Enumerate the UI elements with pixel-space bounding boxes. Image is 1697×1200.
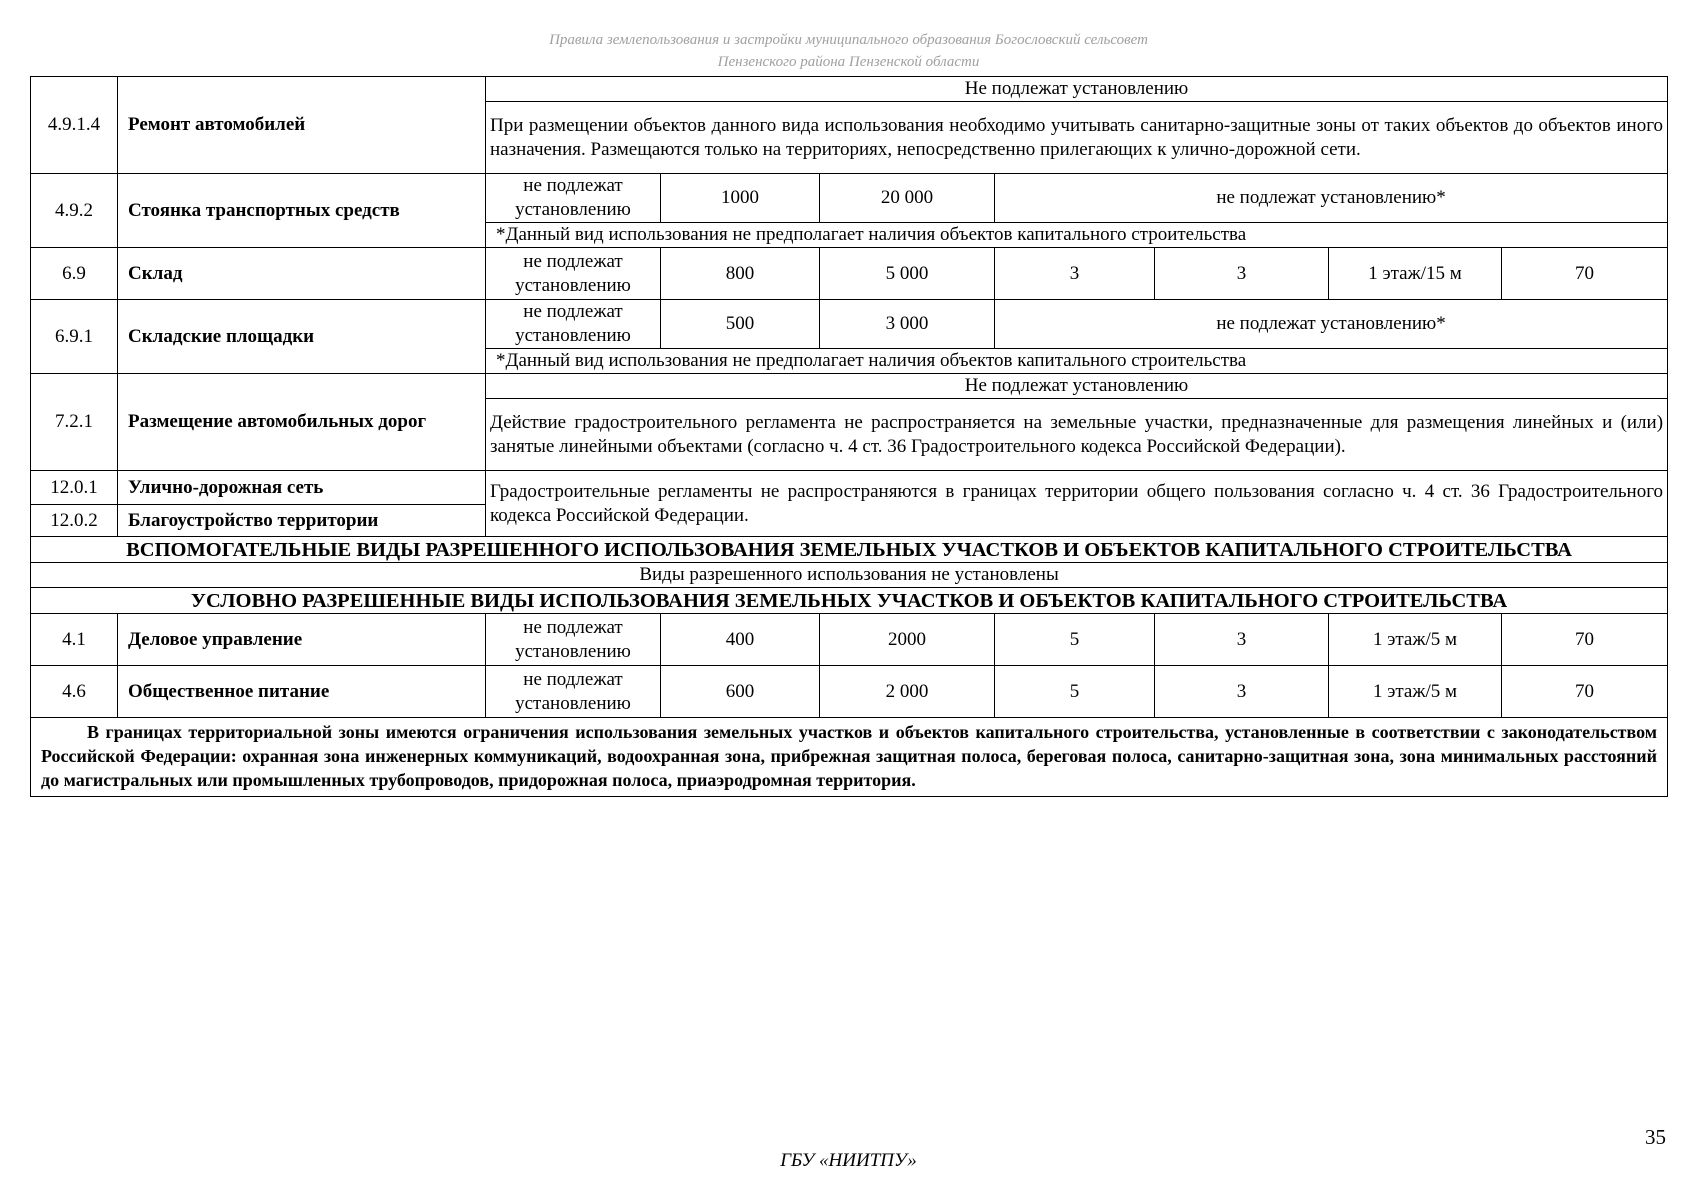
row-code: 4.9.2 — [31, 174, 118, 248]
param-cell: не подлежат установлению* — [995, 300, 1668, 349]
param-cell: 3 — [1155, 666, 1329, 718]
param-cell: 2 000 — [820, 666, 995, 718]
row-code: 6.9.1 — [31, 300, 118, 374]
row-name: Общественное питание — [118, 666, 486, 718]
table-row — [31, 77, 1668, 102]
restrictions-note — [31, 718, 1668, 797]
row-name: Складские площадки — [118, 300, 486, 374]
row-name: Стоянка транспортных средств — [118, 174, 486, 248]
row-code: 12.0.1 — [31, 471, 118, 505]
table-row — [31, 374, 1668, 399]
row-name: Благоустройство территории — [118, 505, 486, 537]
row-code: 4.6 — [31, 666, 118, 718]
page-number: 35 — [1645, 1125, 1666, 1149]
param-cell: не подлежат установлению — [486, 174, 661, 223]
page-footer: ГБУ «НИИТПУ» — [780, 1150, 917, 1171]
param-cell: 70 — [1502, 614, 1668, 666]
param-cell: 5 000 — [820, 248, 995, 300]
restrictions-note-text: В границах территориальной зоны имеются ограничения использования земельных участков и объектов капитального строительства, установленные в соответствии с законодательством Российской Федерации: охранная зона инженерных коммуникаций, водоохранная зона, прибрежная защитная полоса, береговая полоса, санитарно-защитная зона, зона минимальных расстояний до магистральных или промышленных трубопроводов, придорожная полоса, приаэродромная территория. — [41, 722, 1658, 790]
table-row — [31, 471, 1668, 505]
section-heading-conditional: УСЛОВНО РАЗРЕШЕННЫЕ ВИДЫ ИСПОЛЬЗОВАНИЯ ЗЕМЕЛЬНЫХ УЧАСТКОВ И ОБЪЕКТОВ КАПИТАЛЬНОГО СТРОИТЕЛЬСТВА — [31, 588, 1668, 614]
row-name: Склад — [118, 248, 486, 300]
regulation-table — [30, 76, 1668, 797]
table-row — [31, 537, 1668, 563]
param-cell: 3 — [1155, 614, 1329, 666]
param-cell: не подлежат установлению — [486, 666, 661, 718]
note-cell: *Данный вид использования не предполагает наличия объектов капитального строительства — [486, 349, 1668, 374]
note-cell: Градостроительные регламенты не распространяются в границах территории общего пользования согласно ч. 4 ст. 36 Градостроительного кодекса Российской Федерации. — [486, 471, 1668, 537]
running-header-line1: Правила землепользования и застройки муниципального образования Богословский сельсовет — [549, 32, 1148, 48]
auxiliary-none-note: Виды разрешенного использования не установлены — [31, 563, 1668, 588]
param-cell: 500 — [661, 300, 820, 349]
table-row — [31, 174, 1668, 223]
row-code: 6.9 — [31, 248, 118, 300]
param-cell: 1 этаж/5 м — [1329, 666, 1502, 718]
param-cell: не подлежат установлению — [486, 300, 661, 349]
section-heading-auxiliary: ВСПОМОГАТЕЛЬНЫЕ ВИДЫ РАЗРЕШЕННОГО ИСПОЛЬЗОВАНИЯ ЗЕМЕЛЬНЫХ УЧАСТКОВ И ОБЪЕКТОВ КАПИТАЛЬНОГО СТРОИТЕЛЬСТВА — [31, 537, 1668, 563]
row-name: Улично-дорожная сеть — [118, 471, 486, 505]
param-cell: 3 000 — [820, 300, 995, 349]
param-cell: 70 — [1502, 666, 1668, 718]
param-cell: 3 — [1155, 248, 1329, 300]
row-code: 7.2.1 — [31, 374, 118, 471]
row-code: 4.9.1.4 — [31, 77, 118, 174]
table-row — [31, 666, 1668, 718]
param-cell: 20 000 — [820, 174, 995, 223]
row-name: Размещение автомобильных дорог — [118, 374, 486, 471]
param-cell: 1 этаж/15 м — [1329, 248, 1502, 300]
row-name: Деловое управление — [118, 614, 486, 666]
table-row — [31, 563, 1668, 588]
param-cell: не подлежат установлению — [486, 248, 661, 300]
table-row — [31, 718, 1668, 797]
row-code: 4.1 — [31, 614, 118, 666]
param-cell: 3 — [995, 248, 1155, 300]
note-cell: Действие градостроительного регламента не распространяется на земельные участки, предназначенные для размещения линейных и (или) занятые линейными объектами (согласно ч. 4 ст. 36 Градостроительного кодекса Российской Федерации). — [486, 399, 1668, 471]
table-row — [31, 248, 1668, 300]
table-row — [31, 588, 1668, 614]
param-cell: 70 — [1502, 248, 1668, 300]
row-name: Ремонт автомобилей — [118, 77, 486, 174]
param-cell: 1000 — [661, 174, 820, 223]
param-cell: 800 — [661, 248, 820, 300]
row-code: 12.0.2 — [31, 505, 118, 537]
param-cell: 5 — [995, 614, 1155, 666]
param-cell: не подлежат установлению — [486, 614, 661, 666]
params-cell: Не подлежат установлению — [486, 77, 1668, 102]
param-cell: 5 — [995, 666, 1155, 718]
params-cell: Не подлежат установлению — [486, 374, 1668, 399]
note-cell: При размещении объектов данного вида использования необходимо учитывать санитарно-защитные зоны от таких объектов до объектов иного назначения. Размещаются только на территориях, непосредственно прилегающих к улично-дорожной сети. — [486, 102, 1668, 174]
table-row — [31, 300, 1668, 349]
table-row — [31, 614, 1668, 666]
param-cell: 2000 — [820, 614, 995, 666]
note-cell: *Данный вид использования не предполагает наличия объектов капитального строительства — [486, 223, 1668, 248]
running-header-line2: Пензенского района Пензенской области — [717, 54, 980, 70]
param-cell: 1 этаж/5 м — [1329, 614, 1502, 666]
param-cell: не подлежат установлению* — [995, 174, 1668, 223]
param-cell: 400 — [661, 614, 820, 666]
param-cell: 600 — [661, 666, 820, 718]
